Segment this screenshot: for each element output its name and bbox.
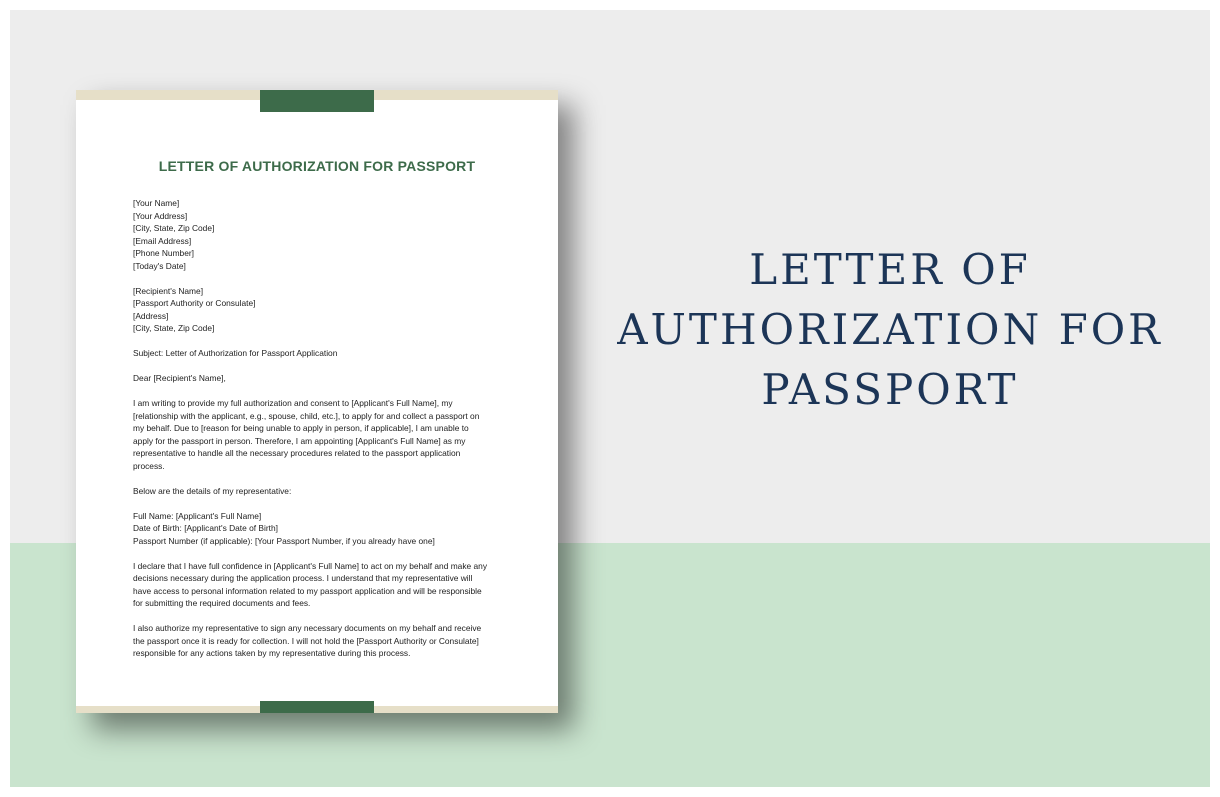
paper-bottom-tab xyxy=(260,701,374,713)
paragraph-line: responsible for any actions taken by my representative during this process. xyxy=(133,648,411,658)
paragraph-line: I also authorize my representative to sign any necessary documents on my behalf and receive xyxy=(133,623,482,633)
paragraph-line: apply for the passport in person. Therefore, I am appointing [Applicant's Full Name] as my xyxy=(133,435,466,446)
hero-title-line: AUTHORIZATION FOR xyxy=(617,305,1163,354)
recipient-line: [Recipient's Name] xyxy=(133,285,204,296)
paragraph-line: I am writing to provide my full authorization and consent to [Applicant's Full Name], my xyxy=(133,398,453,408)
paragraph-line: process. xyxy=(133,460,165,471)
preview-canvas xyxy=(10,10,1210,787)
paper-top-tab xyxy=(260,90,374,112)
sender-line: [Your Name] xyxy=(133,198,180,208)
sender-line: [Phone Number] xyxy=(133,248,194,258)
recipient-line: [Address] xyxy=(133,310,169,321)
details-intro: Below are the details of my representative: xyxy=(133,485,292,496)
sender-line: [City, State, Zip Code] xyxy=(133,223,215,233)
paragraph-line: [relationship with the applicant, e.g., spouse, child, etc.], to apply for and collect a passport on xyxy=(133,410,480,421)
letter-paper xyxy=(76,90,558,713)
paragraph-line: I declare that I have full confidence in [Applicant's Full Name] to act on my behalf and make any xyxy=(133,560,488,571)
document-title: LETTER OF AUTHORIZATION FOR PASSPORT xyxy=(158,158,476,174)
recipient-line: [City, State, Zip Code] xyxy=(133,323,215,333)
paragraph-line: my behalf. Due to [reason for being unable to apply in person, if applicable], I am unable to xyxy=(133,423,469,433)
salutation: Dear [Recipient's Name], xyxy=(133,373,226,383)
paragraph-line: the passport once it is ready for collection. I will not hold the [Passport Authority or Consulate] xyxy=(133,635,479,646)
paragraph-line: for submitting the required documents and fees. xyxy=(133,598,311,608)
detail-line: Date of Birth: [Applicant's Date of Birth] xyxy=(133,523,278,533)
document-body xyxy=(133,197,513,660)
subject-line: Subject: Letter of Authorization for Passport Application xyxy=(133,348,338,358)
paragraph-line: have access to personal information related to my passport application and will be responsible xyxy=(133,585,482,596)
sender-line: [Today's Date] xyxy=(133,260,186,271)
sender-line: [Email Address] xyxy=(133,235,192,246)
detail-line: Full Name: [Applicant's Full Name] xyxy=(133,510,262,521)
detail-line: Passport Number (if applicable): [Your Passport Number, if you already have one] xyxy=(133,535,435,546)
paragraph-line: representative to handle all the necessary procedures related to the passport application xyxy=(133,448,461,458)
hero-title xyxy=(610,240,1170,420)
hero-title-line: PASSPORT xyxy=(761,365,1019,414)
sender-line: [Your Address] xyxy=(133,210,188,221)
paragraph-line: decisions necessary during the application process. I understand that my representative will xyxy=(133,573,473,583)
hero-title-line: LETTER OF xyxy=(749,245,1031,294)
recipient-line: [Passport Authority or Consulate] xyxy=(133,298,256,308)
